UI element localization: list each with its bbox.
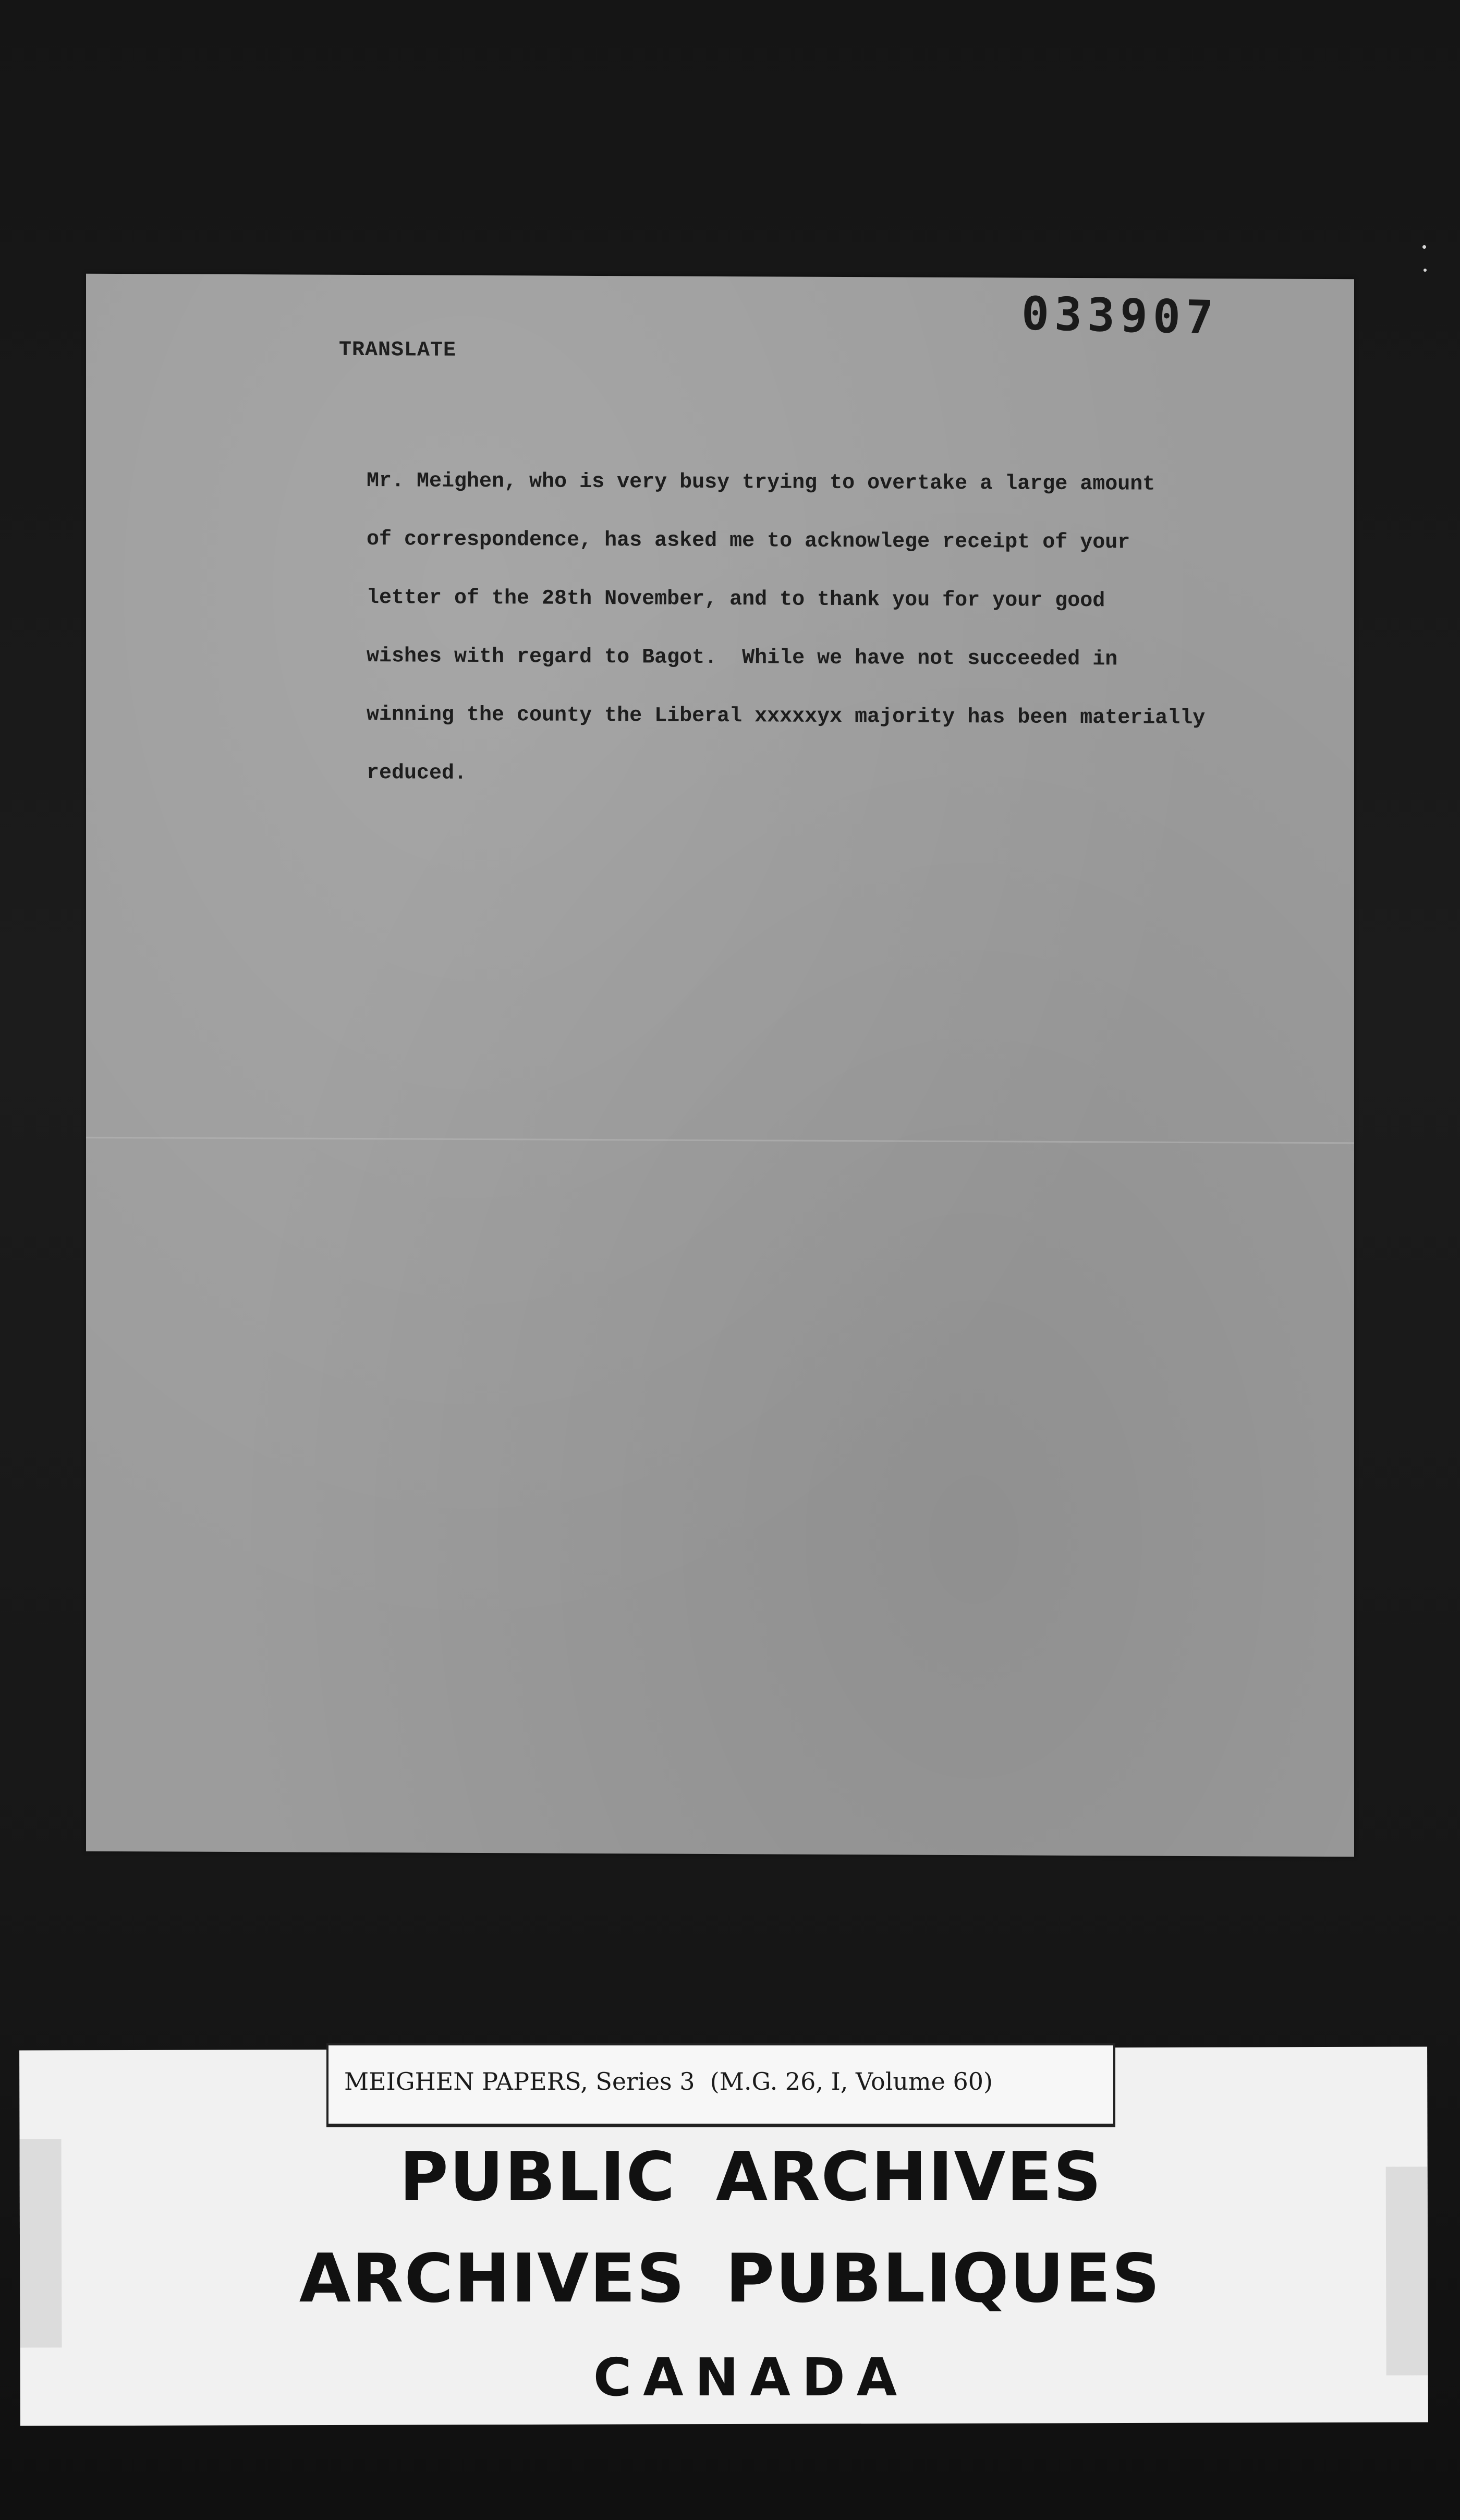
fold-line [86, 1137, 1354, 1144]
letter-line: Mr. Meighen, who is very busy trying to overtake a large amount [367, 469, 1155, 496]
archive-title-english: PUBLIC ARCHIVES [399, 2138, 1102, 2216]
letter-line: reduced. [367, 761, 467, 785]
letter-body [367, 452, 1357, 807]
document-number-stamp: 033907 [1021, 286, 1219, 345]
document-heading: TRANSLATE [339, 338, 457, 362]
typed-letter-sheet [86, 274, 1354, 1857]
film-speck [1422, 245, 1426, 249]
letter-line: wishes with regard to Bagot. While we have not succeeded in [367, 645, 1118, 672]
archive-title-french: ARCHIVES PUBLIQUES [299, 2240, 1161, 2318]
film-speck [1424, 269, 1427, 272]
letter-line: of correspondence, has asked me to acknowlege receipt of your [367, 528, 1130, 555]
reference-strip [328, 2045, 1113, 2125]
collection-reference: MEIGHEN PAPERS, Series 3 (M.G. 26, I, Volume 60) [344, 2067, 993, 2095]
archive-country: CANADA [593, 2347, 909, 2408]
letter-line: letter of the 28th November, and to thank you for your good [367, 586, 1105, 613]
letter-line: winning the county the Liberal xxxxxyx majority has been materially [367, 703, 1206, 731]
